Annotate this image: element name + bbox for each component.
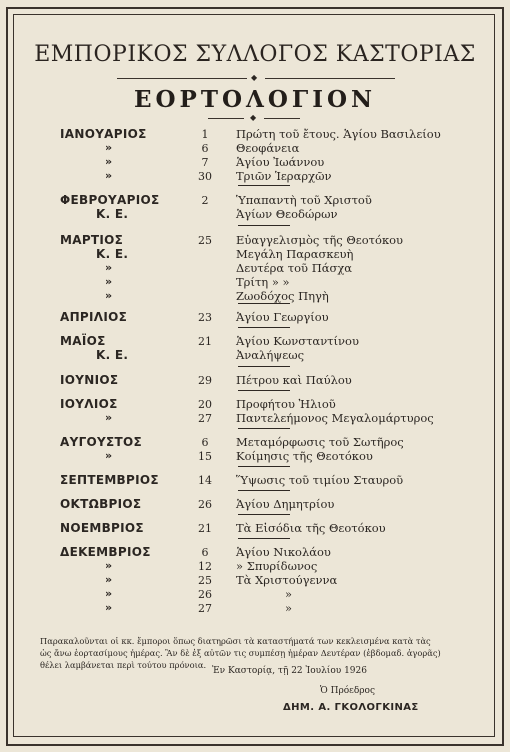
feast-name: » Σπυρίδωνος (236, 559, 318, 573)
ditto-mark: » (105, 559, 113, 572)
feast-name: Ἁγίου Δημητρίου (236, 497, 335, 511)
heading-rule-right (264, 118, 300, 119)
day-number: 27 (198, 412, 212, 425)
title-rule-right (265, 78, 395, 79)
feast-name: Προφήτου Ἠλιοῦ (236, 397, 336, 411)
ke-label: Κ. Ε. (96, 247, 129, 261)
feast-name: Ἀναλήψεως (236, 348, 305, 362)
day-number: 20 (198, 398, 212, 411)
ditto-mark: » (105, 573, 113, 586)
feast-name: Τριῶν Ἱεραρχῶν (236, 169, 332, 183)
feast-name: » (285, 601, 293, 615)
ditto-mark: » (105, 261, 113, 274)
month-separator (238, 366, 290, 367)
month-august: ΑΥΓΟΥΣΤΟΣ (60, 435, 142, 449)
month-separator (238, 185, 290, 186)
month-april: ΑΠΡΙΛΙΟΣ (60, 310, 128, 324)
month-july: ΙΟΥΛΙΟΣ (60, 397, 118, 411)
president-title: Ὁ Πρόεδρος (320, 686, 375, 696)
day-number: 2 (201, 194, 209, 207)
feast-name: Ὕψωσις τοῦ τιμίου Σταυροῦ (236, 473, 404, 487)
feast-name: Ἁγίου Γεωργίου (236, 310, 329, 324)
month-february: ΦΕΒΡΟΥΑΡΙΟΣ (60, 193, 160, 207)
month-may: ΜΑΪΟΣ (60, 334, 106, 348)
day-number: 25 (198, 574, 212, 587)
month-march: ΜΑΡΤΙΟΣ (60, 233, 124, 247)
day-number: 6 (201, 546, 209, 559)
month-december: ΔΕΚΕΜΒΡΙΟΣ (60, 545, 151, 559)
feast-name: Τρίτη » » (236, 275, 290, 289)
month-november: ΝΟΕΜΒΡΙΟΣ (60, 521, 144, 535)
feast-name: Ἁγίου Νικολάου (236, 545, 331, 559)
ditto-mark: » (105, 289, 113, 302)
ditto-mark: » (105, 169, 113, 182)
feast-name: Μεταμόρφωσις τοῦ Σωτῆρος (236, 435, 404, 449)
day-number: 21 (198, 522, 212, 535)
month-separator (238, 490, 290, 491)
feast-name: Θεοφάνεια (236, 141, 300, 155)
month-separator (238, 466, 290, 467)
month-separator (238, 428, 290, 429)
feast-name: Ὑπαπαντὴ τοῦ Χριστοῦ (236, 193, 372, 207)
day-number: 21 (198, 335, 212, 348)
month-october: ΟΚΤΩΒΡΙΟΣ (60, 497, 142, 511)
feast-name: Κοίμησις τῆς Θεοτόκου (236, 449, 373, 463)
feast-name: Ἁγίων Θεοδώρων (236, 207, 338, 221)
feast-name: Τὰ Χριστούγεννα (236, 573, 338, 587)
feast-name: Πρώτη τοῦ ἔτους. Ἁγίου Βασιλείου (236, 127, 441, 141)
document-title: ΕΜΠΟΡΙΚΟΣ ΣΥΛΛΟΓΟΣ ΚΑΣΤΟΡΙΑΣ (34, 42, 476, 67)
ditto-mark: » (105, 141, 113, 154)
day-number: 12 (198, 560, 212, 573)
feast-name: Δευτέρα τοῦ Πάσχα (236, 261, 353, 275)
day-number: 6 (201, 436, 209, 449)
feast-name: Ἁγίου Ἰωάννου (236, 155, 325, 169)
title-rule-left (117, 78, 247, 79)
day-number: 15 (198, 450, 212, 463)
ke-label: Κ. Ε. (96, 348, 129, 362)
ditto-mark: » (105, 155, 113, 168)
notice-line: Παρακαλοῦνται οἱ κκ. ἔμποροι ὅπως διατηρῶσι τὰ καταστήματά των κεκλεισμένα κατὰ τὰς (40, 636, 431, 646)
ditto-mark: » (105, 275, 113, 288)
ditto-mark: » (105, 449, 113, 462)
heading-rule-left (208, 118, 244, 119)
ke-label: Κ. Ε. (96, 207, 129, 221)
place-and-date: Ἐν Καστορίᾳ, τῇ 22 Ἰουλίου 1926 (212, 666, 367, 676)
day-number: 23 (198, 311, 212, 324)
day-number: 1 (201, 128, 209, 141)
day-number: 7 (201, 156, 209, 169)
feast-name: Μεγάλη Παρασκευὴ (236, 247, 354, 261)
month-separator (238, 538, 290, 539)
month-separator (238, 225, 290, 226)
day-number: 29 (198, 374, 212, 387)
day-number: 25 (198, 234, 212, 247)
feast-name: » (285, 587, 293, 601)
notice-line: ὡς ἄνω ἑορτασίμους ἡμέρας. Ἂν δὲ ἐξ αὐτῶν τις συμπέσῃ ἡμέραν Δευτέραν (ἑβδομαδ. ἀγορᾶς) (40, 648, 441, 658)
feast-name: Παντελεήμονος Μεγαλομάρτυρος (236, 411, 434, 425)
president-signature-name: ΔΗΜ. Α. ΓΚΟΛΟΓΚΙΝΑΣ (283, 702, 419, 713)
month-september: ΣΕΠΤΕΜΒΡΙΟΣ (60, 473, 159, 487)
feast-name: Πέτρου καὶ Παύλου (236, 373, 352, 387)
month-separator (238, 390, 290, 391)
month-june: ΙΟΥΝΙΟΣ (60, 373, 119, 387)
day-number: 27 (198, 602, 212, 615)
title-ornament-diamond: ◆ (251, 73, 258, 82)
month-separator (238, 327, 290, 328)
heading-ornament-diamond: ◆ (250, 113, 257, 122)
feast-name: Ζωοδόχος Πηγὴ (236, 289, 329, 303)
calendar-heading: ΕΟΡΤΟΛΟΓΙΟΝ (133, 86, 377, 113)
ditto-mark: » (105, 601, 113, 614)
day-number: 6 (201, 142, 209, 155)
ditto-mark: » (105, 587, 113, 600)
feast-name: Ἁγίου Κωνσταντίνου (236, 334, 359, 348)
month-separator (238, 303, 290, 304)
notice-line: θέλει λαμβάνεται περὶ τούτου πρόνοια. (40, 660, 207, 670)
feast-name: Εὐαγγελισμὸς τῆς Θεοτόκου (236, 233, 404, 247)
day-number: 26 (198, 498, 212, 511)
ditto-mark: » (105, 411, 113, 424)
day-number: 30 (198, 170, 212, 183)
month-separator (238, 514, 290, 515)
month-january: ΙΑΝΟΥΑΡΙΟΣ (60, 127, 147, 141)
day-number: 26 (198, 588, 212, 601)
day-number: 14 (198, 474, 212, 487)
feast-name: Τὰ Εἰσόδια τῆς Θεοτόκου (236, 521, 386, 535)
